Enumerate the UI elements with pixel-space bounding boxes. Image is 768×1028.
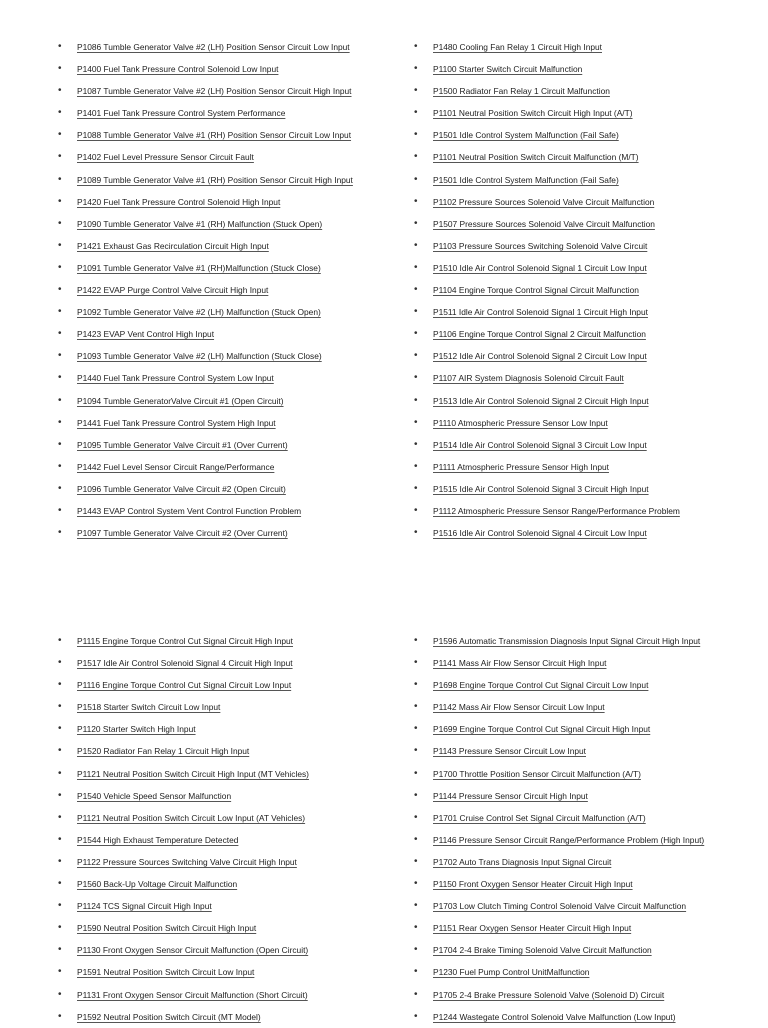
list-item — [414, 367, 764, 389]
trouble-code-link[interactable]: P1515 Idle Air Control Solenoid Signal 3 Circuit High Input — [433, 483, 649, 494]
list-item — [414, 345, 764, 367]
trouble-code-link[interactable]: P1442 Fuel Level Sensor Circuit Range/Performance — [77, 461, 275, 472]
list-item — [414, 213, 764, 235]
trouble-code-link[interactable]: P1704 2-4 Brake Timing Solenoid Valve Circuit Malfunction — [433, 945, 652, 956]
trouble-code-link[interactable]: P1104 Engine Torque Control Signal Circuit Malfunction — [433, 285, 639, 296]
list-item — [58, 917, 408, 939]
list-item — [414, 80, 764, 102]
list-item — [58, 652, 408, 674]
list-item — [58, 169, 408, 191]
trouble-code-link[interactable]: P1095 Tumble Generator Valve Circuit #1 (Over Current) — [77, 439, 288, 450]
list-item — [58, 500, 408, 522]
trouble-code-link[interactable]: P1702 Auto Trans Diagnosis Input Signal Circuit — [433, 856, 612, 867]
list-item — [414, 961, 764, 983]
code-list-right-column — [414, 630, 764, 1028]
bullet-icon: • — [414, 129, 418, 141]
bullet-icon: • — [58, 151, 62, 163]
list-item — [58, 146, 408, 168]
list-item — [414, 434, 764, 456]
bullet-icon: • — [414, 878, 418, 890]
trouble-code-link[interactable]: P1440 Fuel Tank Pressure Control System Low Input — [77, 373, 274, 384]
bullet-icon: • — [414, 767, 418, 779]
bullet-icon: • — [414, 482, 418, 494]
trouble-code-link[interactable]: P1401 Fuel Tank Pressure Control System Performance — [77, 108, 286, 119]
list-item — [414, 785, 764, 807]
list-item — [414, 851, 764, 873]
trouble-code-link[interactable]: P1230 Fuel Pump Control UnitMalfunction — [433, 967, 590, 978]
list-item — [414, 301, 764, 323]
bullet-icon: • — [414, 173, 418, 185]
trouble-code-link[interactable]: P1102 Pressure Sources Solenoid Valve Circuit Malfunction — [433, 196, 655, 207]
list-item — [414, 718, 764, 740]
trouble-code-link[interactable]: P1423 EVAP Vent Control High Input — [77, 329, 215, 340]
list-item — [414, 169, 764, 191]
list-item — [414, 652, 764, 674]
trouble-code-link[interactable]: P1087 Tumble Generator Valve #2 (LH) Position Sensor Circuit High Input — [77, 86, 352, 97]
trouble-code-link[interactable]: P1103 Pressure Sources Switching Solenoid Valve Circuit — [433, 240, 648, 251]
bullet-icon: • — [414, 350, 418, 362]
trouble-code-link[interactable]: P1142 Mass Air Flow Sensor Circuit Low Input — [433, 702, 605, 713]
trouble-code-link[interactable]: P1500 Radiator Fan Relay 1 Circuit Malfunction — [433, 86, 610, 97]
bullet-icon: • — [414, 966, 418, 978]
list-item — [414, 102, 764, 124]
list-item — [58, 674, 408, 696]
trouble-code-link[interactable]: P1092 Tumble Generator Valve #2 (LH) Malfunction (Stuck Open) — [77, 307, 321, 318]
bullet-icon: • — [414, 460, 418, 472]
bullet-icon: • — [58, 723, 62, 735]
trouble-code-link[interactable]: P1121 Neutral Position Switch Circuit High Input (MT Vehicles) — [77, 768, 309, 779]
bullet-icon: • — [58, 966, 62, 978]
trouble-code-link[interactable]: P1124 TCS Signal Circuit High Input — [77, 901, 212, 912]
bullet-icon: • — [414, 504, 418, 516]
list-item — [58, 478, 408, 500]
list-item — [58, 939, 408, 961]
trouble-code-link[interactable]: P1443 EVAP Control System Vent Control Function Problem — [77, 505, 302, 516]
trouble-code-link[interactable]: P1705 2-4 Brake Pressure Solenoid Valve (Solenoid D) Circuit — [433, 989, 665, 1000]
trouble-code-link[interactable]: P1422 EVAP Purge Control Valve Circuit High Input — [77, 285, 269, 296]
trouble-code-link[interactable]: P1144 Pressure Sensor Circuit High Input — [433, 790, 588, 801]
list-item — [58, 630, 408, 652]
trouble-code-link[interactable]: P1107 AIR System Diagnosis Solenoid Circuit Fault — [433, 373, 624, 384]
list-item — [58, 895, 408, 917]
trouble-code-link[interactable]: P1111 Atmospheric Pressure Sensor High Input — [433, 461, 609, 472]
trouble-code-link[interactable]: P1141 Mass Air Flow Sensor Circuit High Input — [433, 658, 607, 669]
bullet-icon: • — [58, 833, 62, 845]
trouble-code-link[interactable]: P1120 Starter Switch High Input — [77, 724, 196, 735]
bullet-icon: • — [58, 217, 62, 229]
bullet-icon: • — [58, 195, 62, 207]
list-item — [414, 323, 764, 345]
list-item — [58, 807, 408, 829]
trouble-code-link[interactable]: P1591 Neutral Position Switch Circuit Low Input — [77, 967, 255, 978]
bullet-icon: • — [414, 701, 418, 713]
list-item — [58, 1006, 408, 1028]
bullet-icon: • — [58, 328, 62, 340]
trouble-code-link[interactable]: P1122 Pressure Sources Switching Valve Circuit High Input — [77, 856, 297, 867]
bullet-icon: • — [414, 657, 418, 669]
list-item — [414, 146, 764, 168]
list-item — [58, 58, 408, 80]
trouble-code-link[interactable]: P1540 Vehicle Speed Sensor Malfunction — [77, 790, 232, 801]
trouble-code-link[interactable]: P1131 Front Oxygen Sensor Circuit Malfunction (Short Circuit) — [77, 989, 308, 1000]
trouble-code-link[interactable]: P1089 Tumble Generator Valve #1 (RH) Position Sensor Circuit High Input — [77, 174, 353, 185]
bullet-icon: • — [58, 855, 62, 867]
trouble-code-link[interactable]: P1150 Front Oxygen Sensor Heater Circuit High Input — [433, 879, 633, 890]
list-item — [414, 1006, 764, 1028]
list-item — [58, 191, 408, 213]
trouble-code-link[interactable]: P1106 Engine Torque Control Signal 2 Circuit Malfunction — [433, 329, 646, 340]
trouble-code-link[interactable]: P1101 Neutral Position Switch Circuit High Input (A/T) — [433, 108, 633, 119]
bullet-icon: • — [58, 416, 62, 428]
bullet-icon: • — [58, 306, 62, 318]
trouble-code-link[interactable]: P1514 Idle Air Control Solenoid Signal 3 Circuit Low Input — [433, 439, 647, 450]
trouble-code-link[interactable]: P1400 Fuel Tank Pressure Control Solenoid Low Input — [77, 64, 279, 75]
bullet-icon: • — [58, 527, 62, 539]
trouble-code-link[interactable]: P1596 Automatic Transmission Diagnosis Input Signal Circuit High Input — [433, 636, 701, 646]
list-item — [414, 984, 764, 1006]
bullet-icon: • — [414, 635, 418, 646]
list-item — [414, 740, 764, 762]
trouble-code-link[interactable]: P1110 Atmospheric Pressure Sensor Low Input — [433, 417, 608, 428]
trouble-code-link[interactable]: P1090 Tumble Generator Valve #1 (RH) Malfunction (Stuck Open) — [77, 218, 323, 229]
list-item — [414, 257, 764, 279]
bullet-icon: • — [414, 789, 418, 801]
bullet-icon: • — [58, 284, 62, 296]
list-item — [58, 718, 408, 740]
bullet-icon: • — [414, 988, 418, 1000]
bullet-icon: • — [414, 944, 418, 956]
list-item — [58, 367, 408, 389]
trouble-code-link[interactable]: P1146 Pressure Sensor Circuit Range/Performance Problem (High Input) — [433, 834, 705, 845]
bullet-icon: • — [58, 701, 62, 713]
bullet-icon: • — [414, 41, 418, 52]
trouble-code-link[interactable]: P1097 Tumble Generator Valve Circuit #2 (Over Current) — [77, 528, 288, 539]
bullet-icon: • — [414, 328, 418, 340]
list-item — [58, 80, 408, 102]
bullet-icon: • — [414, 745, 418, 757]
trouble-code-link[interactable]: P1088 Tumble Generator Valve #1 (RH) Position Sensor Circuit Low Input — [77, 130, 352, 141]
bullet-icon: • — [58, 173, 62, 185]
bullet-icon: • — [58, 1010, 62, 1022]
bullet-icon: • — [414, 239, 418, 251]
list-item — [58, 235, 408, 257]
list-item — [414, 279, 764, 301]
list-item — [414, 390, 764, 412]
bullet-icon: • — [58, 922, 62, 934]
list-item — [58, 763, 408, 785]
list-item — [414, 939, 764, 961]
list-item — [58, 412, 408, 434]
trouble-code-link[interactable]: P1513 Idle Air Control Solenoid Signal 2 Circuit High Input — [433, 395, 649, 406]
trouble-code-link[interactable]: P1480 Cooling Fan Relay 1 Circuit High Input — [433, 42, 602, 52]
bullet-icon: • — [58, 944, 62, 956]
trouble-code-link[interactable]: P1544 High Exhaust Temperature Detected — [77, 834, 239, 845]
list-item — [414, 36, 764, 58]
trouble-code-link[interactable]: P1590 Neutral Position Switch Circuit High Input — [77, 923, 257, 934]
list-item — [414, 630, 764, 652]
trouble-code-link[interactable]: P1441 Fuel Tank Pressure Control System High Input — [77, 417, 276, 428]
list-item — [58, 434, 408, 456]
trouble-code-link[interactable]: P1100 Starter Switch Circuit Malfunction — [433, 64, 583, 75]
bullet-icon: • — [58, 372, 62, 384]
bullet-icon: • — [58, 988, 62, 1000]
list-item — [414, 696, 764, 718]
trouble-code-link[interactable]: P1093 Tumble Generator Valve #2 (LH) Malfunction (Stuck Close) — [77, 351, 322, 362]
bullet-icon: • — [58, 657, 62, 669]
bullet-icon: • — [58, 261, 62, 273]
list-item — [414, 191, 764, 213]
bullet-icon: • — [58, 504, 62, 516]
bullet-icon: • — [58, 789, 62, 801]
trouble-code-link[interactable]: P1101 Neutral Position Switch Circuit Malfunction (M/T) — [433, 152, 639, 163]
list-item — [414, 235, 764, 257]
list-item — [58, 390, 408, 412]
list-item — [414, 522, 764, 544]
bullet-icon: • — [58, 635, 62, 646]
trouble-code-link[interactable]: P1151 Rear Oxygen Sensor Heater Circuit High Input — [433, 923, 632, 934]
trouble-code-link[interactable]: P1510 Idle Air Control Solenoid Signal 1 Circuit Low Input — [433, 262, 647, 273]
list-item — [414, 456, 764, 478]
trouble-code-link[interactable]: P1115 Engine Torque Control Cut Signal Circuit High Input — [77, 636, 294, 646]
list-item — [58, 961, 408, 983]
trouble-code-link[interactable]: P1507 Pressure Sources Solenoid Valve Circuit Malfunction — [433, 218, 655, 229]
trouble-code-link[interactable]: P1517 Idle Air Control Solenoid Signal 4 Circuit High Input — [77, 658, 293, 669]
bullet-icon: • — [58, 107, 62, 119]
list-item — [414, 895, 764, 917]
list-item — [414, 478, 764, 500]
bullet-icon: • — [58, 350, 62, 362]
bullet-icon: • — [414, 811, 418, 823]
trouble-code-link[interactable]: P1501 Idle Control System Malfunction (Fail Safe) — [433, 174, 619, 185]
trouble-code-link[interactable]: P1094 Tumble GeneratorValve Circuit #1 (Open Circuit) — [77, 395, 284, 406]
trouble-code-link[interactable]: P1518 Starter Switch Circuit Low Input — [77, 702, 221, 713]
list-item — [58, 522, 408, 544]
bullet-icon: • — [414, 195, 418, 207]
list-item — [58, 36, 408, 58]
list-item — [414, 58, 764, 80]
list-item — [414, 674, 764, 696]
bullet-icon: • — [58, 394, 62, 406]
list-item — [58, 102, 408, 124]
trouble-code-link[interactable]: P1112 Atmospheric Pressure Sensor Range/Performance Problem — [433, 505, 680, 516]
bullet-icon: • — [414, 85, 418, 97]
bullet-icon: • — [414, 217, 418, 229]
list-item — [58, 851, 408, 873]
bullet-icon: • — [58, 85, 62, 97]
bullet-icon: • — [414, 1010, 418, 1022]
trouble-code-link[interactable]: P1699 Engine Torque Control Cut Signal Circuit High Input — [433, 724, 651, 735]
trouble-code-link[interactable]: P1096 Tumble Generator Valve Circuit #2 (Open Circuit) — [77, 483, 286, 494]
trouble-code-link[interactable]: P1091 Tumble Generator Valve #1 (RH)Malfunction (Stuck Close) — [77, 262, 321, 273]
trouble-code-link[interactable]: P1143 Pressure Sensor Circuit Low Input — [433, 746, 586, 757]
bullet-icon: • — [58, 900, 62, 912]
trouble-code-link[interactable]: P1244 Wastegate Control Solenoid Valve Malfunction (Low Input) — [433, 1011, 676, 1022]
list-item — [58, 873, 408, 895]
trouble-code-link[interactable]: P1421 Exhaust Gas Recirculation Circuit High Input — [77, 240, 269, 251]
list-item — [58, 785, 408, 807]
bullet-icon: • — [414, 900, 418, 912]
trouble-code-link[interactable]: P1520 Radiator Fan Relay 1 Circuit High Input — [77, 746, 250, 757]
trouble-code-link[interactable]: P1698 Engine Torque Control Cut Signal Circuit Low Input — [433, 680, 649, 691]
bullet-icon: • — [58, 438, 62, 450]
bullet-icon: • — [414, 394, 418, 406]
list-item — [58, 257, 408, 279]
list-item — [414, 807, 764, 829]
bullet-icon: • — [414, 63, 418, 75]
bullet-icon: • — [414, 679, 418, 691]
trouble-code-link[interactable]: P1700 Throttle Position Sensor Circuit Malfunction (A/T) — [433, 768, 641, 779]
list-item — [414, 873, 764, 895]
list-item — [58, 829, 408, 851]
code-list-left-column — [58, 630, 408, 1028]
list-item — [58, 279, 408, 301]
list-item — [58, 213, 408, 235]
bullet-icon: • — [58, 63, 62, 75]
list-item — [414, 763, 764, 785]
bullet-icon: • — [58, 679, 62, 691]
bullet-icon: • — [58, 878, 62, 890]
list-item — [58, 301, 408, 323]
trouble-code-link[interactable]: P1501 Idle Control System Malfunction (Fail Safe) — [433, 130, 619, 141]
list-item — [58, 740, 408, 762]
list-item — [414, 500, 764, 522]
list-item — [58, 696, 408, 718]
bullet-icon: • — [414, 922, 418, 934]
trouble-code-link[interactable]: P1130 Front Oxygen Sensor Circuit Malfunction (Open Circuit) — [77, 945, 309, 956]
bullet-icon: • — [58, 745, 62, 757]
list-item — [58, 124, 408, 146]
bullet-icon: • — [414, 723, 418, 735]
bullet-icon: • — [414, 151, 418, 163]
list-item — [414, 917, 764, 939]
bullet-icon: • — [414, 372, 418, 384]
trouble-code-link[interactable]: P1420 Fuel Tank Pressure Control Solenoid High Input — [77, 196, 281, 207]
trouble-code-link[interactable]: P1511 Idle Air Control Solenoid Signal 1 Circuit High Input — [433, 307, 648, 318]
bullet-icon: • — [414, 284, 418, 296]
bullet-icon: • — [414, 416, 418, 428]
bullet-icon: • — [58, 767, 62, 779]
code-list-right-column — [414, 36, 764, 544]
bullet-icon: • — [414, 306, 418, 318]
bullet-icon: • — [58, 41, 62, 52]
bullet-icon: • — [414, 107, 418, 119]
trouble-code-link[interactable]: P1516 Idle Air Control Solenoid Signal 4 Circuit Low Input — [433, 528, 647, 539]
bullet-icon: • — [414, 833, 418, 845]
trouble-code-link[interactable]: P1592 Neutral Position Switch Circuit (MT Model) — [77, 1011, 261, 1022]
list-item — [414, 412, 764, 434]
bullet-icon: • — [414, 527, 418, 539]
trouble-code-link[interactable]: P1512 Idle Air Control Solenoid Signal 2 Circuit Low Input — [433, 351, 647, 362]
list-item — [58, 345, 408, 367]
trouble-code-link[interactable]: P1116 Engine Torque Control Cut Signal Circuit Low Input — [77, 680, 292, 691]
code-list-left-column — [58, 36, 408, 544]
list-item — [58, 323, 408, 345]
list-item — [414, 829, 764, 851]
trouble-code-link[interactable]: P1703 Low Clutch Timing Control Solenoid Valve Circuit Malfunction — [433, 901, 687, 912]
bullet-icon: • — [58, 811, 62, 823]
list-item — [58, 456, 408, 478]
bullet-icon: • — [58, 482, 62, 494]
trouble-code-link[interactable]: P1086 Tumble Generator Valve #2 (LH) Position Sensor Circuit Low Input — [77, 42, 350, 52]
bullet-icon: • — [58, 239, 62, 251]
bullet-icon: • — [58, 460, 62, 472]
list-item — [58, 984, 408, 1006]
list-item — [414, 124, 764, 146]
bullet-icon: • — [414, 261, 418, 273]
bullet-icon: • — [414, 855, 418, 867]
trouble-code-link[interactable]: P1560 Back-Up Voltage Circuit Malfunction — [77, 879, 238, 890]
trouble-code-link[interactable]: P1701 Cruise Control Set Signal Circuit Malfunction (A/T) — [433, 812, 646, 823]
trouble-code-link[interactable]: P1402 Fuel Level Pressure Sensor Circuit Fault — [77, 152, 254, 163]
trouble-code-link[interactable]: P1121 Neutral Position Switch Circuit Low Input (AT Vehicles) — [77, 812, 306, 823]
bullet-icon: • — [58, 129, 62, 141]
bullet-icon: • — [414, 438, 418, 450]
